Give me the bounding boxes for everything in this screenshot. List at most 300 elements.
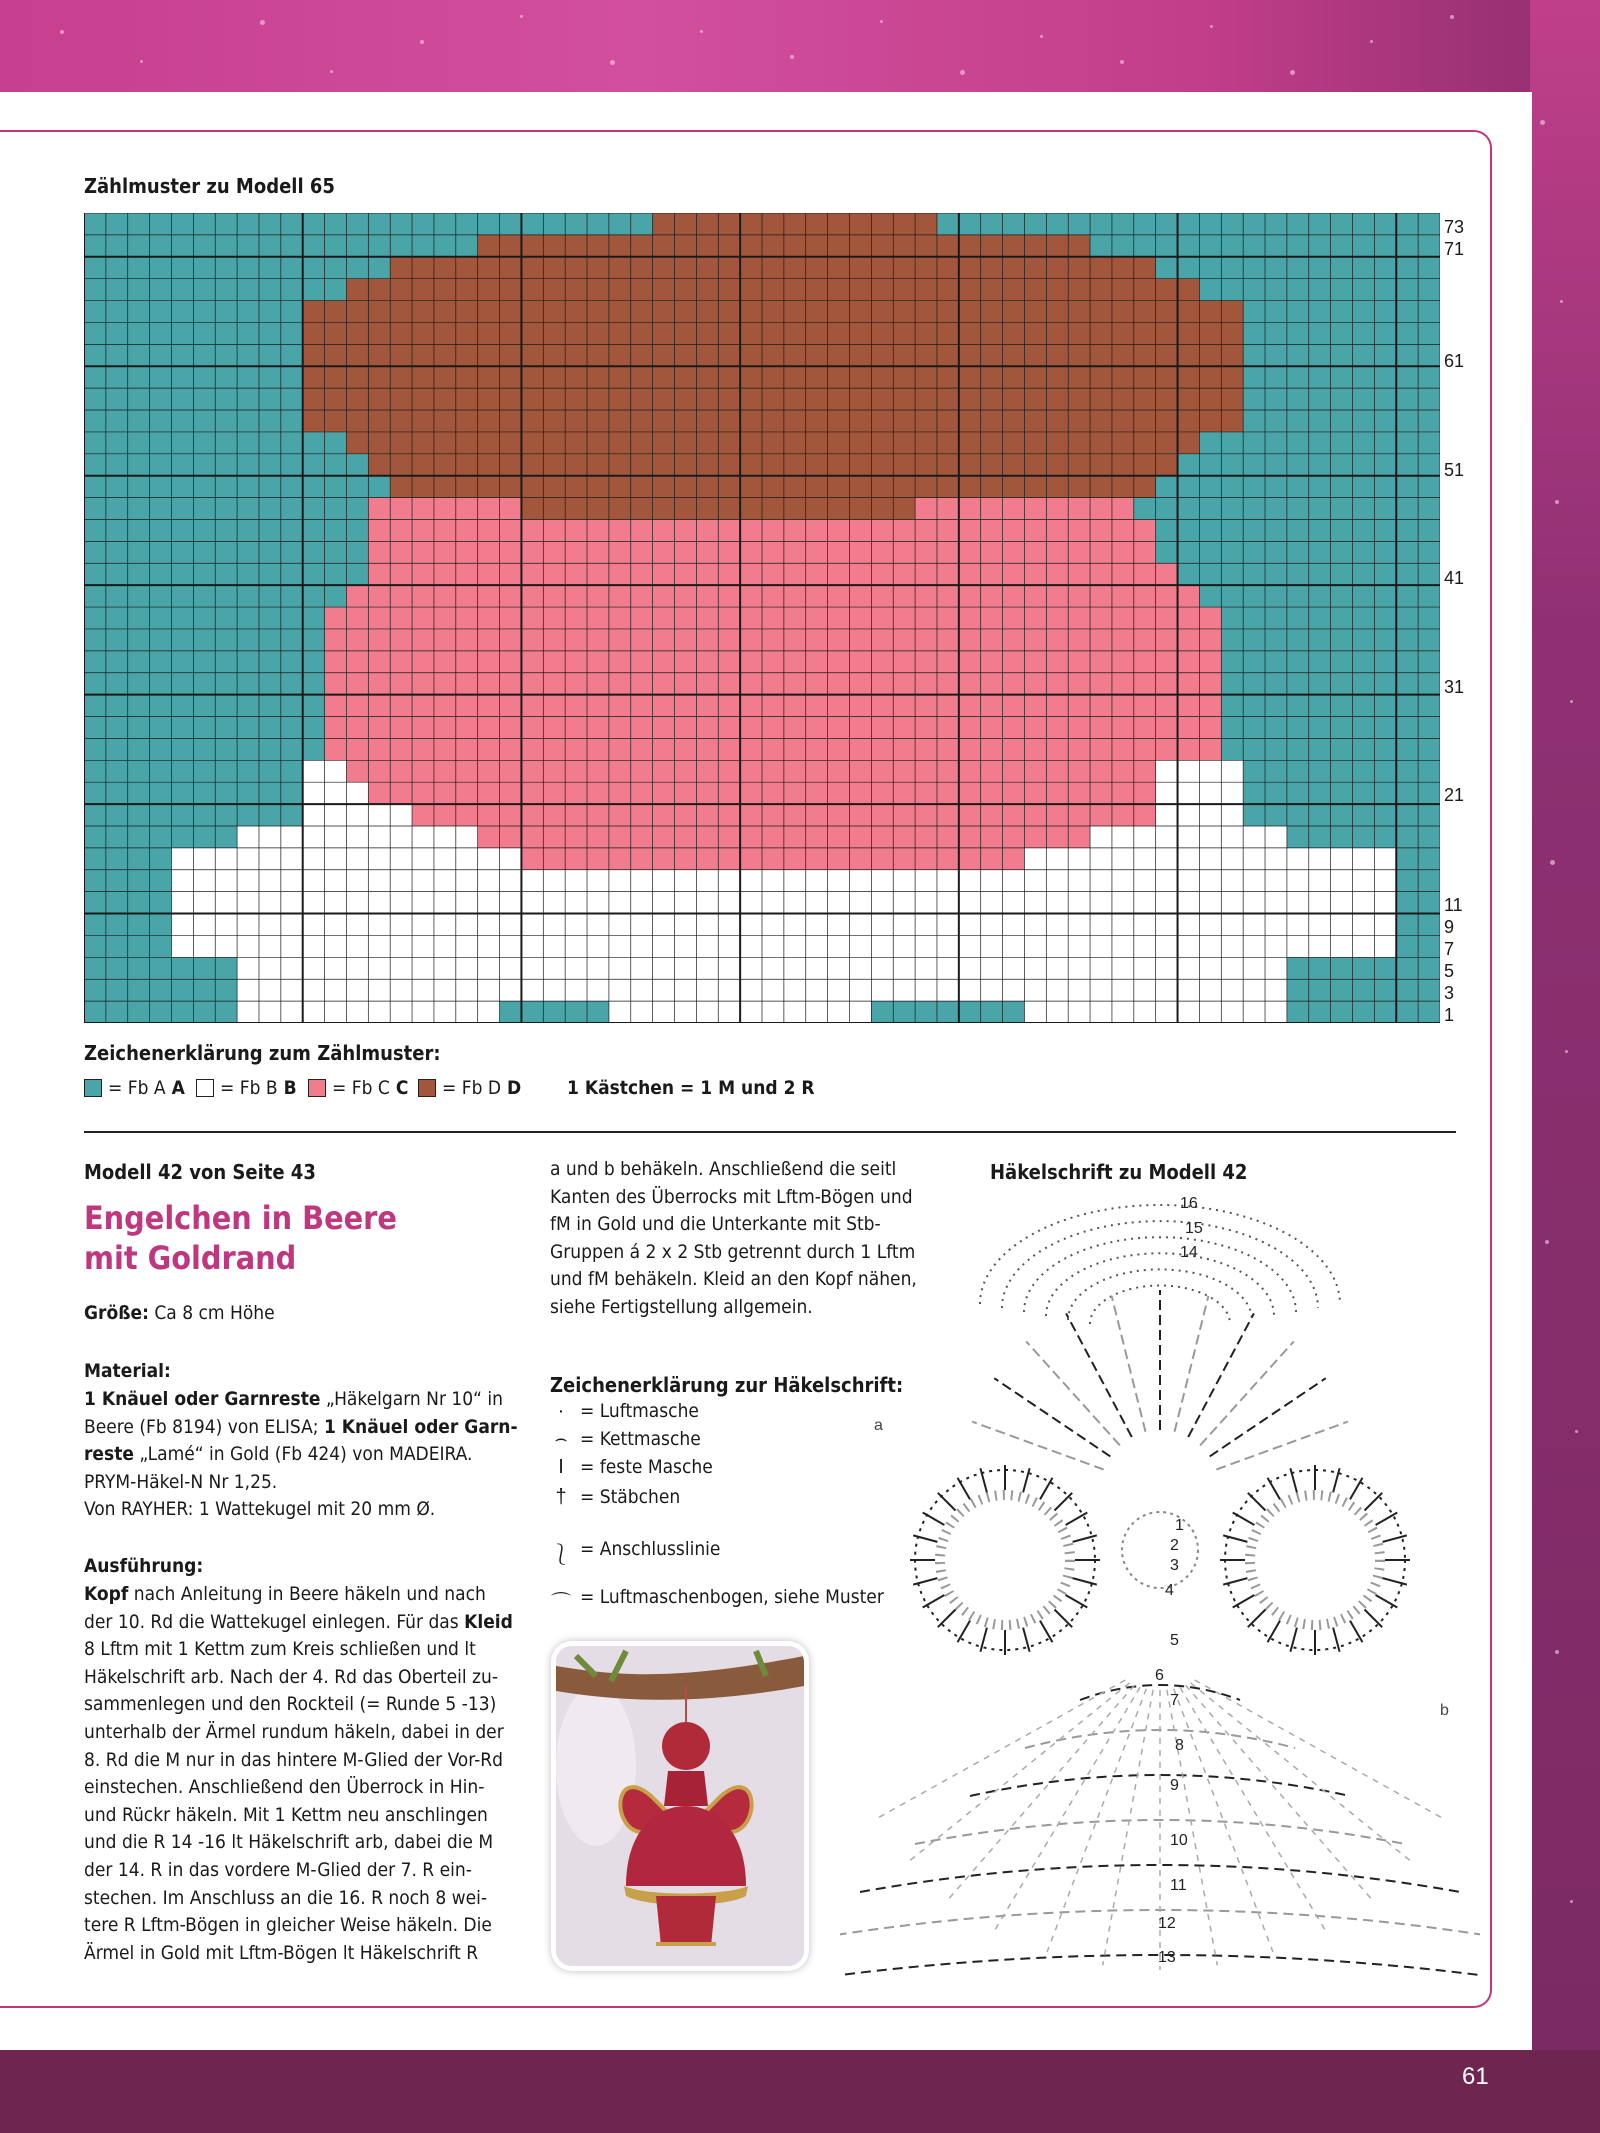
chart-cell — [150, 519, 172, 541]
chart-cell — [106, 519, 128, 541]
sparkle — [1120, 60, 1124, 64]
chart-cell — [150, 498, 172, 520]
chart-cell — [1396, 892, 1418, 914]
chart-cell — [1287, 607, 1309, 629]
chart-cell — [1156, 563, 1178, 585]
chart-cell — [281, 1001, 303, 1023]
chart-cell — [1287, 738, 1309, 760]
chart-cell — [434, 695, 456, 717]
chart-cell — [784, 366, 806, 388]
chart-cell — [1199, 563, 1221, 585]
chart-cell — [193, 541, 215, 563]
chart-cell — [849, 454, 871, 476]
chart-cell — [849, 257, 871, 279]
chart-cell — [281, 279, 303, 301]
chart-cell — [1112, 935, 1134, 957]
chart-cell — [609, 301, 631, 323]
chart-cell — [784, 388, 806, 410]
chart-cell — [915, 760, 937, 782]
chart-cell — [193, 892, 215, 914]
chart-cell — [193, 870, 215, 892]
chart-cell — [587, 760, 609, 782]
chart-cell — [587, 979, 609, 1001]
chart-cell — [390, 673, 412, 695]
chart-cell — [1112, 782, 1134, 804]
chart-cell — [1287, 454, 1309, 476]
chart-cell — [1221, 541, 1243, 563]
chart-cell — [84, 1001, 106, 1023]
chart-cell — [193, 476, 215, 498]
chart-cell — [740, 388, 762, 410]
chart-cell — [784, 344, 806, 366]
chart-cell — [587, 476, 609, 498]
chart-cell — [893, 695, 915, 717]
chart-cell — [521, 563, 543, 585]
chart-cell — [1068, 454, 1090, 476]
chart-cell — [784, 235, 806, 257]
chart-cell — [1221, 935, 1243, 957]
chart-cell — [215, 870, 237, 892]
chart-cell — [1199, 476, 1221, 498]
chart-cell — [171, 585, 193, 607]
chart-cell — [1265, 717, 1287, 739]
chart-cell — [325, 585, 347, 607]
chart-cell — [609, 476, 631, 498]
chart-cell — [128, 257, 150, 279]
chart-cell — [806, 804, 828, 826]
chart-cell — [1199, 782, 1221, 804]
chart-cell — [1331, 804, 1353, 826]
chart-cell — [915, 519, 937, 541]
chart-cell — [718, 519, 740, 541]
chart-cell — [1353, 979, 1375, 1001]
chart-cell — [915, 848, 937, 870]
text-line: fM in Gold und die Unterkante mit Stb- — [550, 1213, 881, 1236]
chart-cell — [1178, 673, 1200, 695]
chart-cell — [412, 629, 434, 651]
chart-cell — [1046, 826, 1068, 848]
chart-title: Zählmuster zu Modell 65 — [84, 174, 335, 198]
chart-cell — [368, 957, 390, 979]
chart-cell — [1156, 410, 1178, 432]
chart-cell — [1243, 585, 1265, 607]
sleeve-stitch — [1233, 1513, 1255, 1526]
chart-cell — [587, 914, 609, 936]
chart-cell — [543, 454, 565, 476]
chart-cell — [718, 498, 740, 520]
chart-cell — [500, 738, 522, 760]
text-line: und die R 14 -16 lt Häkelschrift arb, dabei die M — [84, 1831, 494, 1854]
chart-cell — [1221, 301, 1243, 323]
chart-cell — [871, 979, 893, 1001]
sparkle — [790, 55, 794, 59]
chart-cell — [150, 454, 172, 476]
chart-cell — [1003, 629, 1025, 651]
chart-cell — [1156, 804, 1178, 826]
chart-cell — [106, 629, 128, 651]
row-label: 73 — [1444, 217, 1465, 237]
chart-cell — [740, 738, 762, 760]
chart-cell — [193, 957, 215, 979]
chart-cell — [1374, 826, 1396, 848]
chart-cell — [1178, 257, 1200, 279]
chart-cell — [871, 607, 893, 629]
chart-cell — [959, 870, 981, 892]
chart-cell — [1068, 892, 1090, 914]
chart-cell — [871, 870, 893, 892]
chart-cell — [1046, 870, 1068, 892]
chart-cell — [718, 1001, 740, 1023]
chart-cell — [565, 848, 587, 870]
chart-cell — [171, 651, 193, 673]
chart-cell — [1178, 957, 1200, 979]
chart-cell — [1090, 760, 1112, 782]
chart-cell — [500, 804, 522, 826]
chart-cell — [959, 432, 981, 454]
chart-cell — [631, 738, 653, 760]
chart-cell — [325, 257, 347, 279]
chart-cell — [500, 870, 522, 892]
chart-cell — [84, 760, 106, 782]
chart-cell — [959, 629, 981, 651]
sleeve-stitch — [1365, 1493, 1383, 1511]
chart-cell — [1068, 695, 1090, 717]
chart-cell — [587, 213, 609, 235]
chart-cell — [106, 738, 128, 760]
chart-cell — [675, 322, 697, 344]
chart-cell — [259, 673, 281, 695]
symbol-label: = Luftmasche — [580, 1400, 699, 1422]
chart-cell — [456, 629, 478, 651]
chart-cell — [325, 892, 347, 914]
chart-cell — [915, 673, 937, 695]
chart-cell — [368, 498, 390, 520]
chart-cell — [1331, 585, 1353, 607]
chart-cell — [84, 301, 106, 323]
chart-cell — [893, 410, 915, 432]
chart-cell — [500, 519, 522, 541]
chart-cell — [806, 301, 828, 323]
sleeve-stitch — [1223, 1535, 1247, 1542]
chart-cell — [150, 607, 172, 629]
chart-cell — [434, 519, 456, 541]
chart-cell — [893, 301, 915, 323]
skirt-stitch — [907, 1683, 1129, 1863]
chart-cell — [718, 673, 740, 695]
chart-cell — [281, 607, 303, 629]
chart-cell — [981, 607, 1003, 629]
chart-cell — [84, 673, 106, 695]
chart-cell — [740, 629, 762, 651]
chart-cell — [1287, 629, 1309, 651]
chart-cell — [1243, 344, 1265, 366]
chart-cell — [1265, 892, 1287, 914]
chart-cell — [1134, 257, 1156, 279]
chart-cell — [106, 585, 128, 607]
chart-cell — [718, 629, 740, 651]
chart-cell — [368, 629, 390, 651]
chart-cell — [893, 432, 915, 454]
sparkle — [1575, 1430, 1578, 1433]
chart-cell — [1418, 454, 1440, 476]
chart-cell — [1046, 410, 1068, 432]
chart-cell — [893, 935, 915, 957]
chart-cell — [1046, 738, 1068, 760]
chart-cell — [1309, 738, 1331, 760]
text-line: a und b behäkeln. Anschließend die seitl — [550, 1158, 897, 1180]
chart-cell — [193, 388, 215, 410]
chart-cell — [1068, 935, 1090, 957]
chart-cell — [784, 322, 806, 344]
sleeve-stitch — [938, 1610, 956, 1628]
chart-cell — [1024, 498, 1046, 520]
sleeve-stitch — [913, 1578, 937, 1585]
chart-cell — [696, 235, 718, 257]
chart-cell — [456, 498, 478, 520]
chart-cell — [1374, 629, 1396, 651]
chart-cell — [478, 935, 500, 957]
chart-cell — [762, 738, 784, 760]
chart-cell — [1068, 388, 1090, 410]
chart-cell — [521, 498, 543, 520]
chart-cell — [543, 541, 565, 563]
chart-cell — [1090, 498, 1112, 520]
legend-label: = Fb C — [332, 1077, 390, 1099]
chart-cell — [915, 410, 937, 432]
chart-cell — [1024, 760, 1046, 782]
chart-cell — [521, 454, 543, 476]
chart-cell — [456, 585, 478, 607]
symbol-glyph: ⌢ — [554, 1428, 568, 1450]
chart-cell — [565, 301, 587, 323]
chart-cell — [762, 892, 784, 914]
chart-cell — [653, 651, 675, 673]
chart-cell — [1331, 344, 1353, 366]
chart-cell — [346, 870, 368, 892]
chart-cell — [740, 301, 762, 323]
chart-cell — [1134, 629, 1156, 651]
chart-cell — [84, 585, 106, 607]
chart-cell — [1221, 432, 1243, 454]
chart-cell — [303, 695, 325, 717]
chart-cell — [915, 717, 937, 739]
chart-cell — [653, 563, 675, 585]
chart-cell — [106, 673, 128, 695]
chart-cell — [653, 541, 675, 563]
chart-cell — [959, 410, 981, 432]
chart-cell — [1309, 541, 1331, 563]
chart-cell — [937, 717, 959, 739]
chart-cell — [521, 410, 543, 432]
chart-cell — [215, 629, 237, 651]
chart-cell — [784, 782, 806, 804]
chart-cell — [740, 935, 762, 957]
chart-cell — [1134, 476, 1156, 498]
chart-cell — [609, 914, 631, 936]
chart-cell — [456, 782, 478, 804]
chart-cell — [1090, 344, 1112, 366]
center-ring — [1122, 1512, 1198, 1588]
chart-cell — [587, 826, 609, 848]
chart-cell — [500, 279, 522, 301]
chart-cell — [193, 826, 215, 848]
chart-cell — [849, 651, 871, 673]
chart-cell — [740, 257, 762, 279]
text-line: Häkelschrift arb. Nach der 4. Rd das Oberteil zu- — [84, 1665, 499, 1688]
chart-cell — [1112, 629, 1134, 651]
round-label: 10 — [1170, 1832, 1188, 1849]
chart-cell — [1003, 870, 1025, 892]
legend-swatch-d — [418, 1079, 436, 1097]
chart-cell — [193, 432, 215, 454]
chart-cell — [675, 870, 697, 892]
chart-cell — [1024, 344, 1046, 366]
chart-cell — [303, 585, 325, 607]
chart-cell — [259, 848, 281, 870]
sleeve-stitch — [1248, 1610, 1266, 1628]
chart-cell — [84, 695, 106, 717]
chart-cell — [1243, 935, 1265, 957]
chart-cell — [1046, 935, 1068, 957]
chart-cell — [281, 519, 303, 541]
chart-cell — [1396, 826, 1418, 848]
chart-cell — [1418, 476, 1440, 498]
chart-cell — [281, 935, 303, 957]
chart-cell — [456, 410, 478, 432]
chart-cell — [893, 957, 915, 979]
chart-cell — [171, 935, 193, 957]
chart-cell — [1221, 957, 1243, 979]
chart-cell — [368, 235, 390, 257]
chart-cell — [434, 782, 456, 804]
chart-cell — [128, 607, 150, 629]
chart-cell — [325, 979, 347, 1001]
chart-cell — [1309, 717, 1331, 739]
chart-cell — [784, 607, 806, 629]
chart-cell — [718, 738, 740, 760]
sparkle — [1570, 1900, 1573, 1903]
chart-cell — [1090, 279, 1112, 301]
angel-photo-illustration — [556, 1646, 804, 1966]
chart-cell — [1309, 979, 1331, 1001]
sleeve-stitch — [1233, 1595, 1255, 1608]
chart-cell — [434, 279, 456, 301]
chart-cell — [587, 388, 609, 410]
chart-cell — [828, 322, 850, 344]
chart-cell — [1046, 322, 1068, 344]
chart-cell — [412, 213, 434, 235]
chart-cell — [325, 914, 347, 936]
chart-cell — [1243, 651, 1265, 673]
chart-cell — [193, 279, 215, 301]
chart-cell — [478, 235, 500, 257]
chart-cell — [259, 476, 281, 498]
chart-cell — [106, 476, 128, 498]
chart-cell — [1003, 454, 1025, 476]
chart-cell — [740, 760, 762, 782]
chart-cell — [281, 848, 303, 870]
chart-cell — [762, 454, 784, 476]
chart-cell — [806, 279, 828, 301]
chart-cell — [390, 388, 412, 410]
chart-cell — [1112, 322, 1134, 344]
chart-cell — [237, 432, 259, 454]
chart-cell — [215, 1001, 237, 1023]
chart-cell — [784, 279, 806, 301]
chart-cell — [1090, 585, 1112, 607]
chart-cell — [1156, 760, 1178, 782]
chart-cell — [1134, 804, 1156, 826]
chart-cell — [1199, 541, 1221, 563]
chart-cell — [1331, 870, 1353, 892]
chart-cell — [1374, 804, 1396, 826]
chart-cell — [631, 717, 653, 739]
chart-cell — [849, 848, 871, 870]
chart-cell — [390, 651, 412, 673]
chart-cell — [1199, 935, 1221, 957]
chart-cell — [1287, 235, 1309, 257]
chart-cell — [893, 892, 915, 914]
chart-cell — [849, 935, 871, 957]
chart-cell — [1353, 957, 1375, 979]
chart-cell — [543, 410, 565, 432]
chart-cell — [84, 432, 106, 454]
chart-cell — [259, 301, 281, 323]
chart-cell — [565, 782, 587, 804]
chart-cell — [456, 366, 478, 388]
chart-cell — [675, 979, 697, 1001]
chart-cell — [871, 213, 893, 235]
chart-cell — [456, 344, 478, 366]
chart-cell — [521, 213, 543, 235]
chart-cell — [1287, 717, 1309, 739]
chart-cell — [959, 541, 981, 563]
chart-cell — [718, 914, 740, 936]
chart-cell — [412, 476, 434, 498]
chart-cell — [762, 366, 784, 388]
chart-cell — [1156, 585, 1178, 607]
chart-cell — [828, 892, 850, 914]
chart-cell — [871, 388, 893, 410]
text-line: der 14. R in das vordere M-Glied der 7. R ein- — [84, 1858, 472, 1881]
chart-cell — [456, 651, 478, 673]
chart-cell — [675, 673, 697, 695]
chart-cell — [521, 760, 543, 782]
chart-cell — [1309, 344, 1331, 366]
chart-cell — [1331, 935, 1353, 957]
chart-cell — [762, 914, 784, 936]
chart-cell — [281, 410, 303, 432]
chart-cell — [849, 804, 871, 826]
chart-cell — [1243, 257, 1265, 279]
chart-cell — [1265, 870, 1287, 892]
chart-cell — [937, 673, 959, 695]
round-label: 11 — [1170, 1877, 1187, 1894]
chart-cell — [784, 213, 806, 235]
chart-cell — [434, 498, 456, 520]
chart-cell — [981, 301, 1003, 323]
chart-cell — [543, 848, 565, 870]
chart-cell — [1309, 213, 1331, 235]
chart-cell — [718, 651, 740, 673]
chart-cell — [543, 257, 565, 279]
chart-cell — [959, 257, 981, 279]
round-label: 7 — [1170, 1692, 1179, 1709]
chart-cell — [1068, 782, 1090, 804]
chart-cell — [84, 366, 106, 388]
chart-cell — [828, 366, 850, 388]
chart-cell — [1243, 848, 1265, 870]
